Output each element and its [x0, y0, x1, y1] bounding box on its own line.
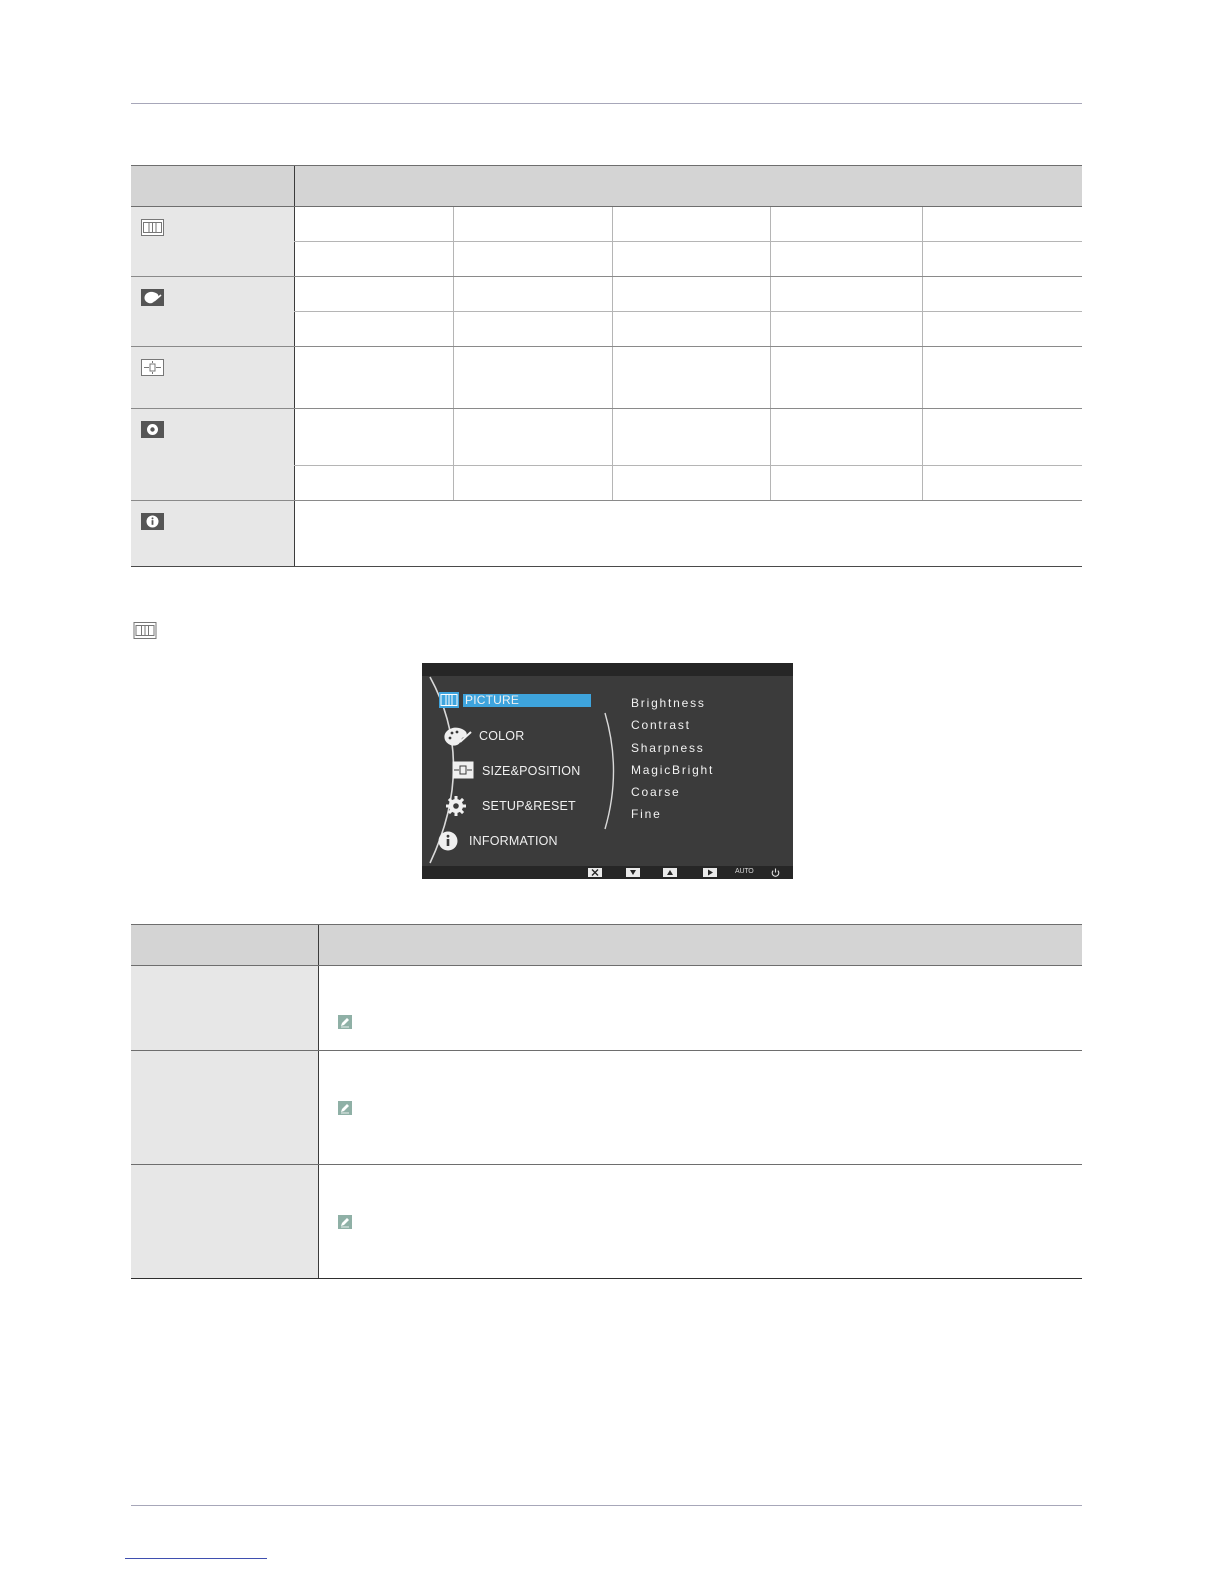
table-cell	[453, 312, 612, 347]
table-cell	[922, 409, 1082, 466]
osd-submenu-magicbright: MagicBright	[631, 763, 715, 777]
table-cell	[770, 207, 922, 242]
osd-screenshot	[422, 663, 793, 879]
size-position-icon	[452, 761, 474, 779]
table-cell	[770, 466, 922, 501]
table-cell	[453, 242, 612, 277]
detail-table-header-description	[318, 925, 1082, 966]
table-cell	[922, 207, 1082, 242]
size-position-icon	[141, 359, 164, 376]
table-cell	[612, 242, 770, 277]
osd-menu-size-position: SIZE&POSITION	[482, 764, 581, 778]
table-cell	[294, 207, 453, 242]
osd-menu-picture: PICTURE	[465, 693, 520, 707]
table-row	[131, 409, 1082, 466]
table-cell	[922, 347, 1082, 409]
table-cell	[612, 409, 770, 466]
gear-icon	[446, 796, 466, 816]
info-icon	[141, 513, 164, 530]
table-cell	[453, 347, 612, 409]
table-cell	[612, 466, 770, 501]
footer-rule	[131, 1505, 1082, 1506]
table-cell	[294, 501, 1082, 567]
info-icon	[438, 831, 458, 851]
detail-table-header-menu	[131, 925, 318, 966]
menu-cell-information	[131, 501, 294, 567]
picture-icon	[133, 622, 157, 639]
arrow-right-icon	[703, 868, 717, 877]
table-row	[131, 207, 1082, 242]
palette-icon	[141, 289, 164, 306]
osd-submenu-brightness: Brightness	[631, 696, 706, 710]
header-rule	[131, 103, 1082, 104]
table-cell	[294, 277, 453, 312]
table-cell	[294, 242, 453, 277]
menu-cell-size-position	[131, 347, 294, 409]
table-row	[131, 501, 1082, 567]
osd-menu-information: INFORMATION	[469, 834, 558, 848]
table-row	[131, 347, 1082, 409]
detail-description-cell	[318, 1165, 1082, 1279]
note-icon	[338, 1015, 352, 1029]
table-cell	[294, 409, 453, 466]
table-cell	[453, 277, 612, 312]
table-cell	[770, 242, 922, 277]
menu-cell-picture	[131, 207, 294, 277]
arrow-down-icon	[626, 868, 640, 877]
table-cell	[770, 347, 922, 409]
table-row	[131, 966, 1082, 1051]
picture-icon	[439, 692, 459, 708]
table-cell	[453, 409, 612, 466]
osd-submenu-coarse: Coarse	[631, 785, 681, 799]
menu-table-header	[131, 166, 1082, 207]
table-row	[131, 1051, 1082, 1165]
detail-table-header	[131, 925, 1082, 966]
detail-table	[131, 924, 1082, 1279]
menu-cell-setup-reset	[131, 409, 294, 501]
table-cell	[612, 312, 770, 347]
table-row	[131, 277, 1082, 312]
table-cell	[922, 242, 1082, 277]
detail-description-cell	[318, 966, 1082, 1051]
table-cell	[922, 466, 1082, 501]
table-cell	[770, 277, 922, 312]
menu-table-header-description	[294, 166, 1082, 207]
menu-table	[131, 165, 1082, 567]
table-cell	[770, 312, 922, 347]
detail-menu-cell	[131, 1165, 318, 1279]
close-icon	[588, 868, 602, 877]
palette-icon	[443, 726, 473, 748]
footer-link-underline[interactable]	[125, 1558, 267, 1559]
detail-menu-cell	[131, 1051, 318, 1165]
osd-menu-setup-reset: SETUP&RESET	[482, 799, 576, 813]
menu-table-header-menu	[131, 166, 294, 207]
note-icon	[338, 1215, 352, 1229]
table-row	[131, 1165, 1082, 1279]
table-cell	[922, 312, 1082, 347]
osd-submenu-fine: Fine	[631, 807, 662, 821]
gear-icon	[141, 421, 164, 438]
table-cell	[294, 347, 453, 409]
osd-auto-key: AUTO	[735, 868, 754, 875]
table-cell	[294, 466, 453, 501]
table-cell	[294, 312, 453, 347]
table-cell	[612, 277, 770, 312]
osd-menu-color: COLOR	[479, 729, 525, 743]
table-cell	[453, 207, 612, 242]
table-cell	[453, 466, 612, 501]
table-cell	[922, 277, 1082, 312]
picture-icon	[141, 219, 164, 236]
table-cell	[612, 207, 770, 242]
menu-cell-color	[131, 277, 294, 347]
osd-submenu-sharpness: Sharpness	[631, 741, 705, 755]
osd-submenu-contrast: Contrast	[631, 718, 691, 732]
detail-description-cell	[318, 1051, 1082, 1165]
table-cell	[770, 409, 922, 466]
arrow-up-icon	[663, 868, 677, 877]
power-icon	[771, 868, 780, 877]
note-icon	[338, 1101, 352, 1115]
table-cell	[612, 347, 770, 409]
detail-menu-cell	[131, 966, 318, 1051]
